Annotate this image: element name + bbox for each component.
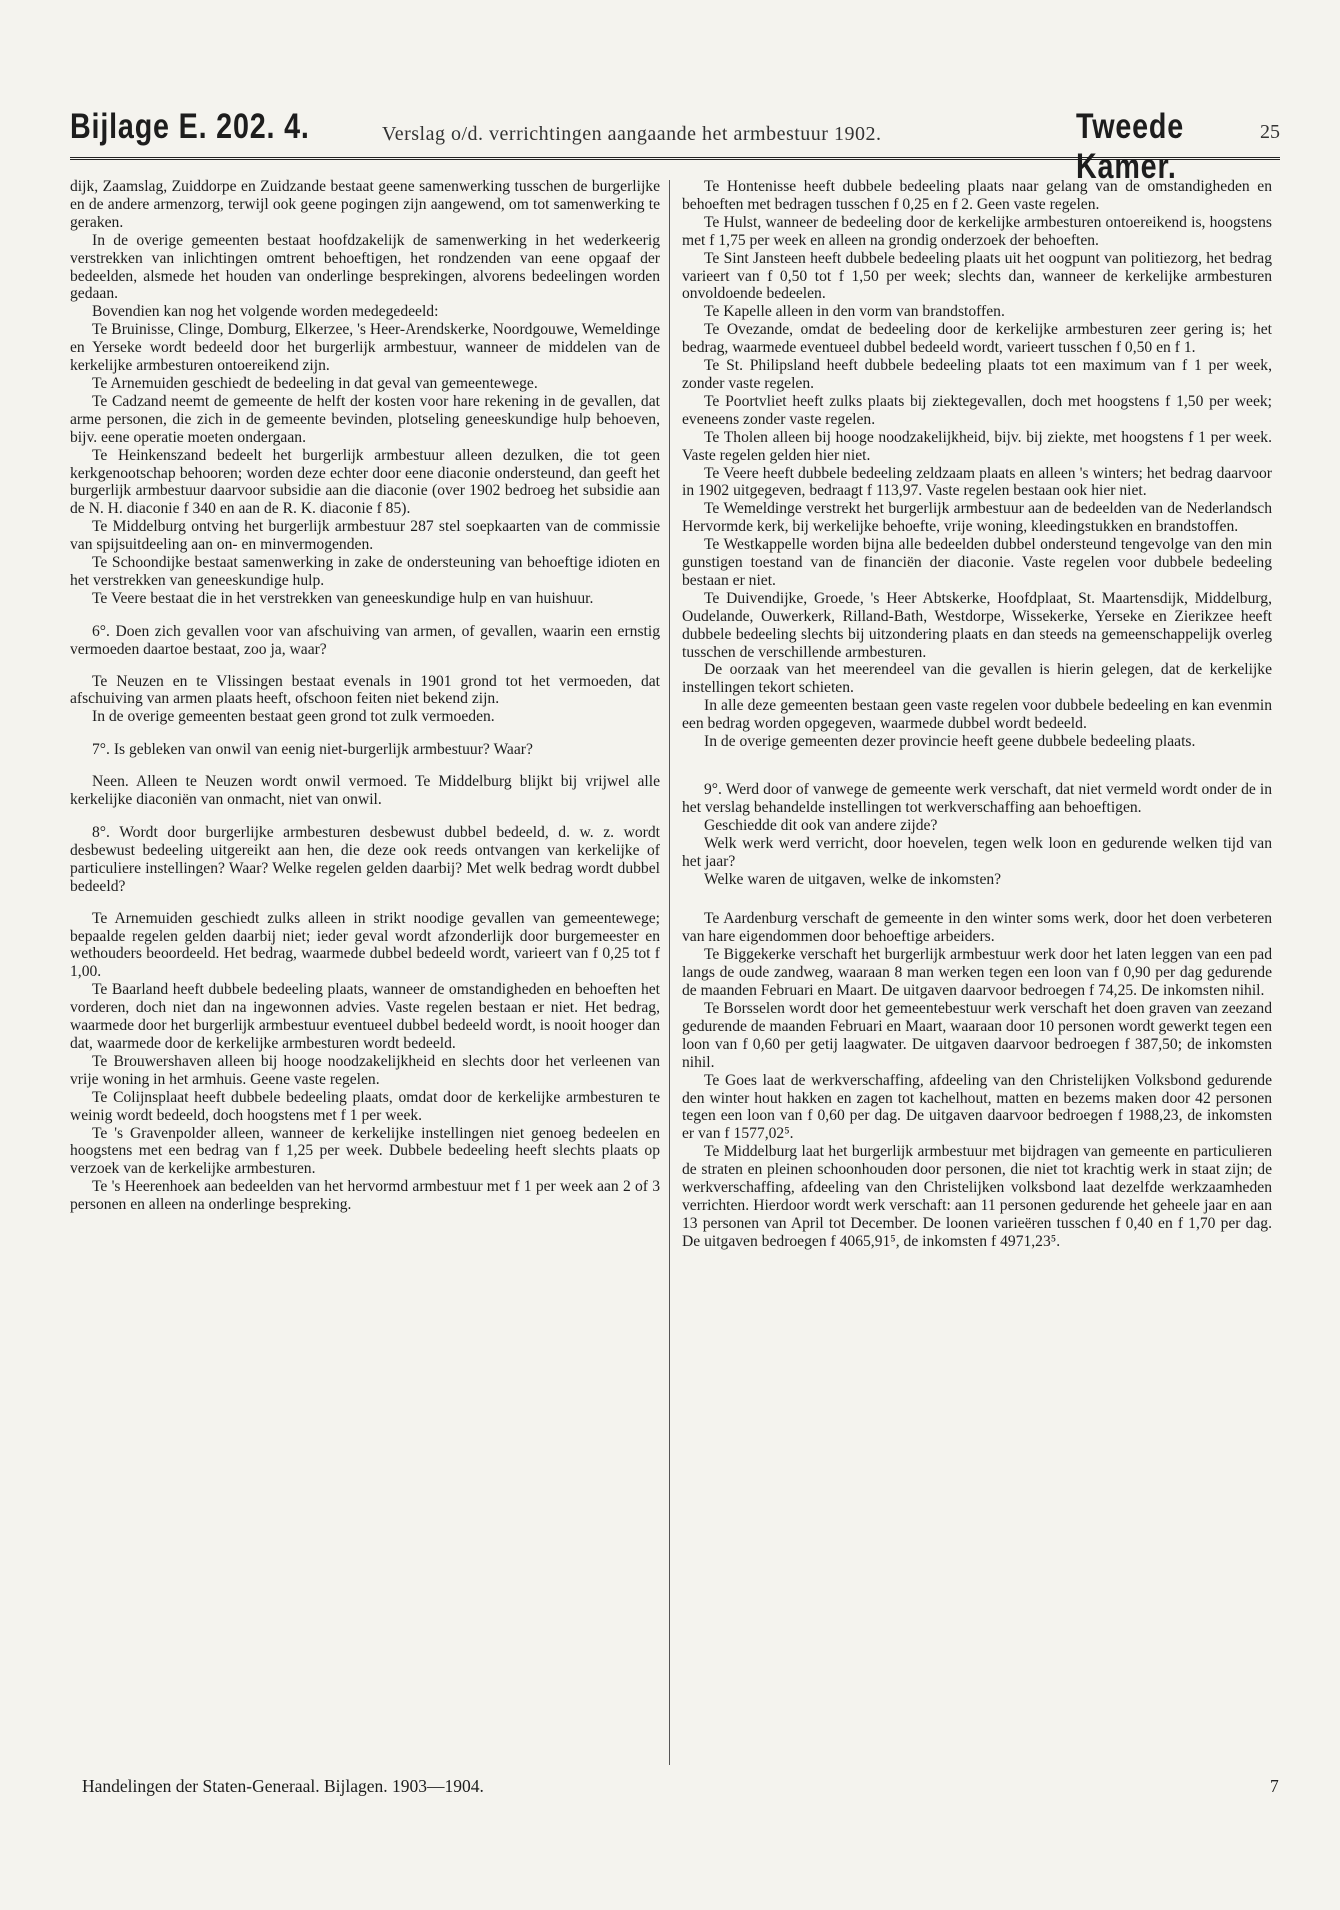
paragraph: In de overige gemeenten bestaat geen grond tot zulk vermoeden. (92, 708, 495, 726)
paragraph: Te Bruinisse, Clinge, Domburg, Elkerzee, 's Heer-Arendskerke, Noordgouwe, Wemeldinge en Yerseke wordt bedeeld door het burgerlijk armbestuur, wanneer de middelen van de kerkelijke armbesturen ontoereikend zijn. (70, 321, 660, 375)
report-title: Verslag o/d. verrichtingen aangaande het armbestuur 1902. (382, 123, 882, 145)
paragraph: Te Veere heeft dubbele bedeeling zeldzaam plaats en alleen 's winters; het bedrag daarvoor in 1902 uitgegeven, bedraagt f 113,97. Vaste regelen bestaan ook hier niet. (682, 464, 1272, 500)
paragraph: Te Heinkenszand bedeelt het burgerlijk armbestuur alleen dezulken, die tot geen kerkgenootschap behooren; worden deze echter door eene diaconie ondersteund, dan geeft het burgerlijk armbestuur daarvoor subsidie aan die diaconie (over 1902 bedroeg het subsidie aan de N. H. diaconie f 340 en aan de R. K. diaconie f 85). (70, 446, 660, 518)
paragraph: Te Arnemuiden geschiedt zulks alleen in strikt noodige gevallen van gemeentewege; bepaalde regelen gelden daarbij niet; ieder geval wordt afzonderlijk door burgemeester en wethouders beoordeeld. Het bedrag, waarmede dubbel bedeeld wordt, varieert van f 0,25 tot f 1,00. (70, 909, 660, 981)
paragraph: Te Biggekerke verschaft het burgerlijk armbestuur werk door het laten leggen van een pad langs de oude zandweg, waaraan 8 man werken tegen een loon van f 0,90 per dag gedurende de maanden Februari en Maart. De uitgaven daarvoor bedroegen f 74,25. De inkomsten nihil. (682, 946, 1272, 1000)
column-divider (669, 180, 670, 1765)
right-column (682, 178, 1272, 1251)
question-9-sub: Geschiedde dit ook van andere zijde? (704, 816, 938, 834)
paragraph: Te St. Philipsland heeft dubbele bedeeling plaats tot een maximum van f 1 per week, zonder vaste regelen. (682, 357, 1272, 392)
paragraph: Te Hontenisse heeft dubbele bedeeling plaats naar gelang van de omstandigheden en behoeften met bedragen tusschen f 0,25 en f 2. Geen vaste regelen. (682, 178, 1272, 213)
question-8: 8°. Wordt door burgerlijke armbesturen desbewust dubbel bedeeld, d. w. z. wordt desbewust bedeeling uitgereikt aan hen, die deze ook reeds ontvangen van kerkelijke of particuliere instellingen? Waar? Welke regelen gelden daarbij? Met welk bedrag wordt dubbel bedeeld? (70, 824, 660, 895)
paragraph: Te Kapelle alleen in den vorm van brandstoffen. (704, 303, 1005, 321)
paragraph: Te Colijnsplaat heeft dubbele bedeeling plaats, omdat door de kerkelijke armbesturen te weinig wordt bedeeld, doch hoogstens met f 1 per week. (70, 1088, 660, 1124)
paragraph: Te Goes laat de werkverschaffing, afdeeling van den Christelijken Volksbond gedurende den winter hout hakken en zagen tot kachelhout, matten en bezems maken door 42 personen tegen een loon van f 0,60 per dag. De uitgaven daarvoor bedroegen f 1988,23, de inkomsten er van f 1577,02⁵. (682, 1071, 1272, 1143)
paragraph: Te Middelburg ontving het burgerlijk armbestuur 287 stel soepkaarten van de commissie van spijsuitdeeling aan on- en minvermogenden. (70, 518, 660, 554)
question-9: 9°. Werd door of vanwege de gemeente werk verschaft, dat niet vermeld wordt onder de in het verslag behandelde instellingen tot werkverschaffing aan behoeftigen. (682, 781, 1272, 816)
paragraph: Te Borsselen wordt door het gemeentebestuur werk verschaft het doen graven van zeezand gedurende de maanden Februari en Maart, waaraan door 10 personen wordt gewerkt tegen een loon van f 0,60 per getij laagwater. De uitgaven daarvoor bedroegen f 387,50; de inkomsten nihil. (682, 999, 1272, 1071)
paragraph: Te Westkappelle worden bijna alle bedeelden dubbel ondersteund tengevolge van den min gunstigen toestand van de financiën der diaconie. Vaste regelen voor dubbele bedeeling bestaan er niet. (682, 536, 1272, 589)
answer-7: Neen. Alleen te Neuzen wordt onwil vermoed. Te Middelburg blijkt bij vrijwel alle kerkelijke diaconiën van onmacht, niet van onwil. (70, 773, 660, 809)
page-footer (70, 1776, 1280, 1798)
paragraph: Te Brouwershaven alleen bij hooge noodzakelijkheid en slechts door het verleenen van vrije woning in het armhuis. Geene vaste regelen. (70, 1052, 660, 1088)
paragraph: Te Baarland heeft dubbele bedeeling plaats, wanneer de omstandigheden en behoeften het vorderen, doch niet dan na ingewonnen advies. Vaste regelen bestaan er niet. Het bedrag, waarmede door het burgerlijk armbestuur eventueel dubbel bedeeld wordt, is nooit hooger dan dat, waarmede door de kerkelijke armbesturen wordt bedeeld. (70, 981, 660, 1052)
paragraph: Bovendien kan nog het volgende worden medegedeeld: (92, 303, 439, 321)
paragraph: Te Arnemuiden geschiedt de bedeeling in dat geval van gemeentewege. (92, 374, 538, 392)
paragraph: Te Sint Jansteen heeft dubbele bedeeling plaats uit het oogpunt van politiezorg, het bedrag varieert van f 0,50 tot f 1,50 per week; slechts dan, wanneer de kerkelijke armbesturen onvoldoende bedeelen. (682, 249, 1272, 303)
paragraph: Te Schoondijke bestaat samenwerking in zake de ondersteuning van behoeftige idioten en het verstrekken van geneeskundige hulp. (70, 554, 660, 589)
paragraph: De oorzaak van het meerendeel van die gevallen is hierin gelegen, dat de kerkelijke instellingen tekort schieten. (682, 661, 1272, 697)
paragraph: Te Hulst, wanneer de bedeeling door de kerkelijke armbesturen ontoereikend is, hoogstens met f 1,75 per week en alleen na grondig onderzoek der behoeften. (682, 213, 1272, 249)
footer-source: Handelingen der Staten-Generaal. Bijlagen. 1903—1904. (82, 1776, 484, 1796)
paragraph: Te Tholen alleen bij hooge noodzakelijkheid, bijv. bij ziekte, met hoogstens f 1 per week. Vaste regelen gelden hier niet. (682, 428, 1272, 464)
paragraph: In de overige gemeenten dezer provincie heeft geene dubbele bedeeling plaats. (704, 733, 1196, 751)
paragraph: Te Duivendijke, Groede, 's Heer Abtskerke, Hoofdplaat, St. Maartensdijk, Middelburg, Oudelande, Ouwerkerk, Rilland-Bath, Westdorpe, Wissekerke, Yerseke en Zierikzee heeft dubbele bedeeling slechts bij uitzondering plaats en dan steeds na gemeenschappelijk overleg tusschen de verschillende armbesturen. (682, 589, 1272, 661)
paragraph: Te Aardenburg verschaft de gemeente in den winter soms werk, door het doen verbeteren van hare eigendommen door behoeftige arbeiders. (682, 910, 1272, 946)
paragraph: Te 's Heerenhoek aan bedeelden van het hervormd armbestuur met f 1 per week aan 2 of 3 personen en alleen na onderlinge bespreking. (70, 1178, 660, 1214)
signature-number: 7 (1270, 1776, 1279, 1796)
page-number: 25 (1260, 121, 1280, 143)
paragraph: Te Poortvliet heeft zulks plaats bij ziektegevallen, doch met hoogstens f 1,50 per week; eveneens zonder vaste regelen. (682, 392, 1272, 428)
question-6: 6°. Doen zich gevallen voor van afschuiving van armen, of gevallen, waarin een ernstig vermoeden daartoe bestaat, zoo ja, waar? (70, 622, 660, 658)
question-9-sub: Welk werk werd verricht, door hoevelen, tegen welk loon en gedurende welken tijd van het jaar? (682, 834, 1272, 870)
paragraph: Te Veere bestaat die in het verstrekken van geneeskundige hulp en van huishuur. (92, 589, 594, 607)
page-header (70, 105, 1280, 186)
paragraph: In de overige gemeenten bestaat hoofdzakelijk de samenwerking in het wederkeerig verstrekken van inlichtingen omtrent behoeftigen, het rondzenden van eene opgaaf der bedeelden, alsmede het houden van onderlinge besprekingen, alvorens bedeelingen worden gedaan. (70, 231, 660, 303)
paragraph: Te Neuzen en te Vlissingen bestaat evenals in 1901 grond tot het vermoeden, dat afschuiving van armen plaats heeft, ofschoon feiten niet bekend zijn. (70, 672, 660, 708)
paragraph: Te Wemeldinge verstrekt het burgerlijk armbestuur aan de bedeelden van de Nederlandsch Hervormde kerk, bij werkelijke behoefte, vrije woning, kleedingstukken en brandstoffen. (682, 500, 1272, 536)
question-9-sub: Welke waren de uitgaven, welke de inkomsten? (704, 870, 1002, 888)
chamber-title: Tweede Kamer. (1076, 107, 1185, 186)
paragraph: In alle deze gemeenten bestaan geen vaste regelen voor dubbele bedeeling en kan evenmin een bedrag worden opgegeven, waarmede dubbel wordt bedeeld. (682, 697, 1272, 733)
appendix-reference: Bijlage E. 202. 4. (70, 107, 310, 146)
left-column (70, 178, 660, 1214)
paragraph: Te Ovezande, omdat de bedeeling door de kerkelijke armbesturen zeer gering is; het bedrag, waarmede eventueel dubbel bedeeld wordt, varieert tusschen f 0,50 en f 1. (682, 321, 1272, 357)
paragraph: Te 's Gravenpolder alleen, wanneer de kerkelijke instellingen niet genoeg bedeelen en hoogstens met een bedrag van f 1,25 per week. Dubbele bedeeling heeft slechts plaats op verzoek van de kerkelijke armbesturen. (70, 1124, 660, 1178)
paragraph: dijk, Zaamslag, Zuiddorpe en Zuidzande bestaat geene samenwerking tusschen de burgerlijke en de andere armenzorg, terwijl ook geene pogingen zijn aangewend, om tot samenwerking te geraken. (70, 178, 660, 231)
paragraph: Te Cadzand neemt de gemeente de helft der kosten voor hare rekening in de gevallen, dat arme personen, die zich in de gemeente bevinden, plotseling geneeskundige hulp behoeven, bijv. eene operatie moeten ondergaan. (70, 392, 660, 446)
paragraph: Te Middelburg laat het burgerlijk armbestuur met bijdragen van gemeente en particulieren de straten en pleinen schoonhouden door personen, die niet tot krachtig werk in staat zijn; de werkverschaffing, afdeeling van den Christelijken volksbond laat dezelfde werkzaamheden verrichten. Hierdoor wordt werk verschaft: aan 11 personen gedurende het geheele jaar en aan 13 personen van April tot December. De loonen varieëren tusschen f 0,40 en f 1,70 per dag. De uitgaven bedroegen f 4065,91⁵, de inkomsten f 4971,23⁵. (682, 1143, 1272, 1250)
question-7: 7°. Is gebleken van onwil van eenig niet-burgerlijk armbestuur? Waar? (92, 741, 533, 759)
